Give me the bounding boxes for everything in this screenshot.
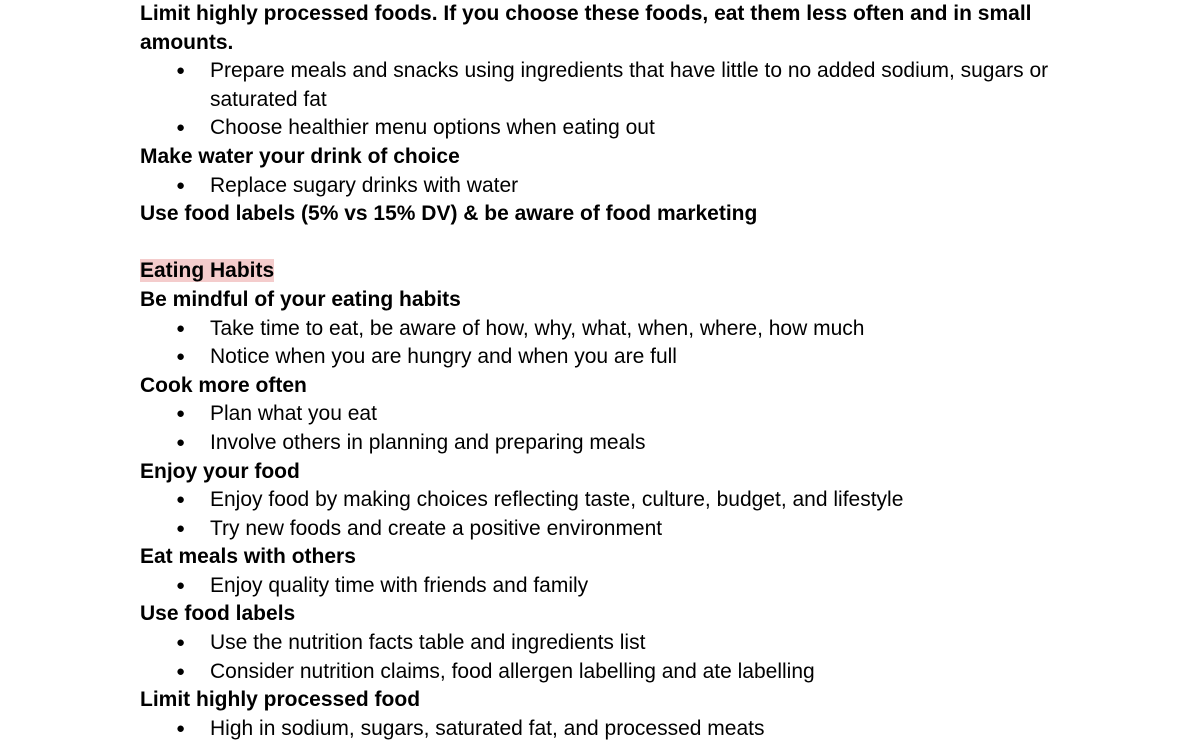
list-item-text: Use the nutrition facts table and ingredients list: [210, 631, 646, 655]
heading-enjoy-your-food: Enjoy your food: [140, 459, 300, 483]
bullet-list: [140, 486, 1080, 543]
list-item-text: Replace sugary drinks with water: [210, 173, 519, 197]
bullet-icon: ●: [176, 62, 186, 80]
bullet-icon: ●: [176, 662, 186, 680]
heading-cook-more-often: Cook more often: [140, 373, 307, 397]
list-item-text: Prepare meals and snacks using ingredients that have little to no added sodium, sugars or saturated fat: [210, 59, 1049, 111]
heading-eat-meals-with-others: Eat meals with others: [140, 545, 356, 569]
bullet-icon: ●: [176, 319, 186, 337]
list-item: [140, 400, 1080, 429]
list-item: [140, 343, 1080, 372]
list-item: [140, 57, 1080, 114]
bullet-list: [140, 57, 1080, 143]
list-item-text: Notice when you are hungry and when you are full: [210, 345, 677, 369]
heading-be-mindful-of-your-eating-habits: Be mindful of your eating habits: [140, 287, 461, 311]
list-item: [140, 114, 1080, 143]
bullet-list: [140, 400, 1080, 457]
bullet-icon: ●: [176, 176, 186, 194]
bullet-list: [140, 315, 1080, 372]
bullet-icon: ●: [176, 433, 186, 451]
heading-use-food-labels-5-vs-15-dv-be-aware-of-f: Use food labels (5% vs 15% DV) & be aware of food marketing: [140, 202, 758, 226]
list-item-text: Involve others in planning and preparing meals: [210, 430, 646, 454]
bullet-icon: ●: [176, 719, 186, 737]
list-item: [140, 658, 1080, 687]
list-item: [140, 629, 1080, 658]
list-item-text: Consider nutrition claims, food allergen labelling and ate labelling: [210, 659, 815, 683]
bullet-list: [140, 172, 1080, 201]
list-item-text: Choose healthier menu options when eating out: [210, 116, 655, 140]
guidelines-section: [140, 0, 1080, 229]
heading-make-water-your-drink-of-choice: Make water your drink of choice: [140, 144, 460, 168]
bullet-icon: ●: [176, 348, 186, 366]
list-item-text: Take time to eat, be aware of how, why, what, when, where, how much: [210, 316, 865, 340]
bullet-list: [140, 715, 1080, 743]
section-title-text: Eating Habits: [140, 259, 275, 283]
eating-habits-section: [140, 286, 1080, 743]
list-item-text: Enjoy quality time with friends and family: [210, 573, 589, 597]
list-item-text: Enjoy food by making choices reflecting taste, culture, budget, and lifestyle: [210, 488, 904, 512]
bullet-list: [140, 629, 1080, 686]
list-item: [140, 172, 1080, 201]
document-body: [140, 0, 1080, 743]
bullet-icon: ●: [176, 519, 186, 537]
blank-line: [140, 229, 1080, 258]
bullet-icon: ●: [176, 405, 186, 423]
list-item-text: Plan what you eat: [210, 402, 377, 426]
heading-use-food-labels: Use food labels: [140, 602, 296, 626]
list-item: [140, 315, 1080, 344]
list-item: [140, 515, 1080, 544]
list-item-text: High in sodium, sugars, saturated fat, and processed meats: [210, 716, 765, 740]
heading-limit-highly-processed-food: Limit highly processed food: [140, 688, 421, 712]
bullet-icon: ●: [176, 491, 186, 509]
list-item: [140, 572, 1080, 601]
bullet-icon: ●: [176, 576, 186, 594]
bullet-list: [140, 572, 1080, 601]
bullet-icon: ●: [176, 634, 186, 652]
bullet-icon: ●: [176, 119, 186, 137]
section-title: [140, 257, 1080, 286]
list-item: [140, 486, 1080, 515]
list-item-text: Try new foods and create a positive environment: [210, 516, 663, 540]
heading-limit-highly-processed-foods-if-you-choo: Limit highly processed foods. If you choose these foods, eat them less often and in small amounts.: [140, 2, 1032, 54]
list-item: [140, 429, 1080, 458]
list-item: [140, 715, 1080, 743]
